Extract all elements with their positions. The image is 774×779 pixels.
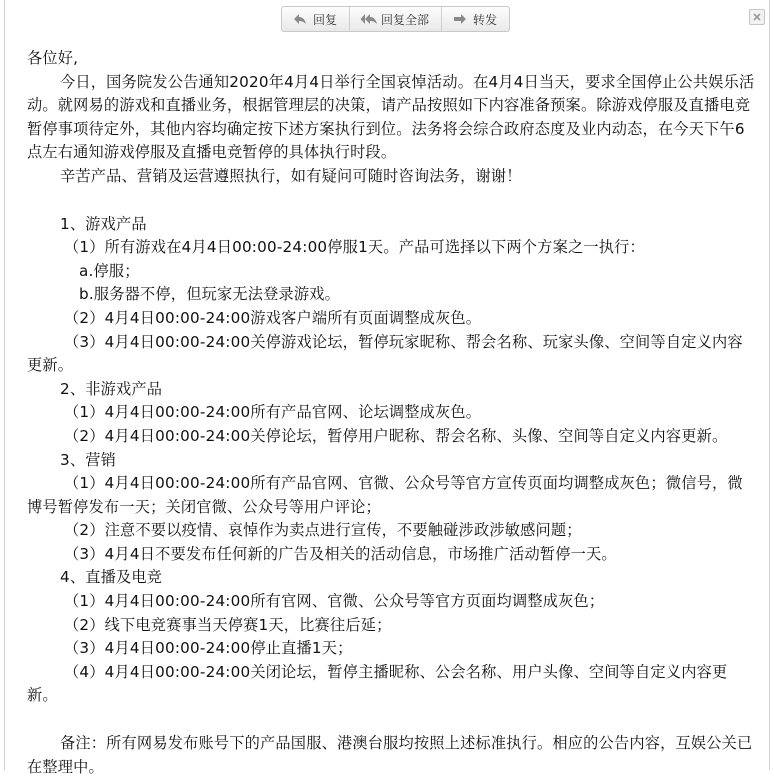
close-icon (750, 10, 764, 24)
list-item: （1）4月4日00:00-24:00所有产品官网、官微、公众号等官方宣传页面均调整成灰色；微信号，微博号暂停发布一天；关闭官微、公众号等用户评论； (27, 474, 743, 516)
scrollbar[interactable] (761, 738, 773, 770)
greeting: 各位好, (27, 49, 79, 67)
reply-icon (292, 11, 308, 27)
reply-button[interactable] (282, 7, 349, 31)
list-item: （3）4月4日00:00-24:00关停游戏论坛，暂停玩家昵称、帮会名称、玩家头像、空间等自定义内容更新。 (27, 332, 743, 375)
note-paragraph: 备注：所有网易发布账号下的产品国服、港澳台服均按照上述标准执行。相应的公告内容，互娱公关已在整理中。 (27, 734, 753, 776)
list-item: （3）4月4日00:00-24:00停止直播1天； (64, 639, 353, 658)
list-item: （2）4月4日00:00-24:00游戏客户端所有页面调整成灰色。 (64, 308, 482, 327)
section-1-title: 1、游戏产品 (60, 214, 147, 233)
close-button[interactable] (749, 9, 765, 25)
forward-label: 转发 (473, 12, 498, 27)
intro-paragraph: 今日，国务院发公告通知2020年4月4日举行全国哀悼活动。在4月4日当天，要求全国停止公共娱乐活动。就网易的游戏和直播业务，根据管理层的决策，请产品按照如下内容准备预案。除游戏停服及直播电竞暂停事项待定外，其他内容均确定按下述方案执行到位。法务将会综合政府态度及业内动态，在今天下午6点左右通知游戏停服及直播电竞暂停的具体执行时段。 (27, 72, 755, 162)
section-4-title: 4、直播及电竞 (60, 568, 163, 587)
list-item: （4）4月4日00:00-24:00关闭论坛，暂停主播昵称、公会名称、用户头像、空间等自定义内容更新。 (27, 662, 728, 705)
list-item: （3）4月4日不要发布任何新的广告及相关的活动信息，市场推广活动暂停一天。 (64, 544, 617, 563)
list-item: （2）线下电竞赛事当天停赛1天，比赛往后延； (64, 615, 392, 634)
list-item: （1）4月4日00:00-24:00所有官网、官微、公众号等官方页面均调整成灰色； (64, 592, 605, 611)
mail-toolbar (281, 6, 510, 32)
list-item: （2）4月4日00:00-24:00关停论坛，暂停用户昵称、帮会名称、头像、空间等自定义内容更新。 (64, 426, 728, 445)
closing-paragraph: 辛苦产品、营销及运营遵照执行，如有疑问可随时咨询法务，谢谢！ (60, 166, 522, 185)
reply-all-button[interactable] (349, 7, 441, 31)
section-2-title: 2、非游戏产品 (60, 379, 163, 398)
forward-icon (452, 11, 468, 27)
list-item: （1）4月4日00:00-24:00所有产品官网、论坛调整成灰色。 (64, 403, 482, 422)
list-item: （1）所有游戏在4月4日00:00-24:00停服1天。产品可选择以下两个方案之一执行： (64, 238, 645, 257)
list-subitem: a.停服； (79, 261, 140, 280)
list-subitem: b.服务器不停，但玩家无法登录游戏。 (79, 285, 341, 304)
section-3-title: 3、营销 (60, 450, 117, 469)
reply-all-label: 回复全部 (381, 12, 430, 27)
reply-all-icon (360, 11, 376, 27)
forward-button[interactable] (441, 7, 509, 31)
email-body (27, 47, 757, 779)
reply-label: 回复 (313, 12, 338, 27)
list-item: （2）注意不要以疫情、哀悼作为卖点进行宣传，不要触碰涉政涉敏感问题； (64, 521, 582, 540)
